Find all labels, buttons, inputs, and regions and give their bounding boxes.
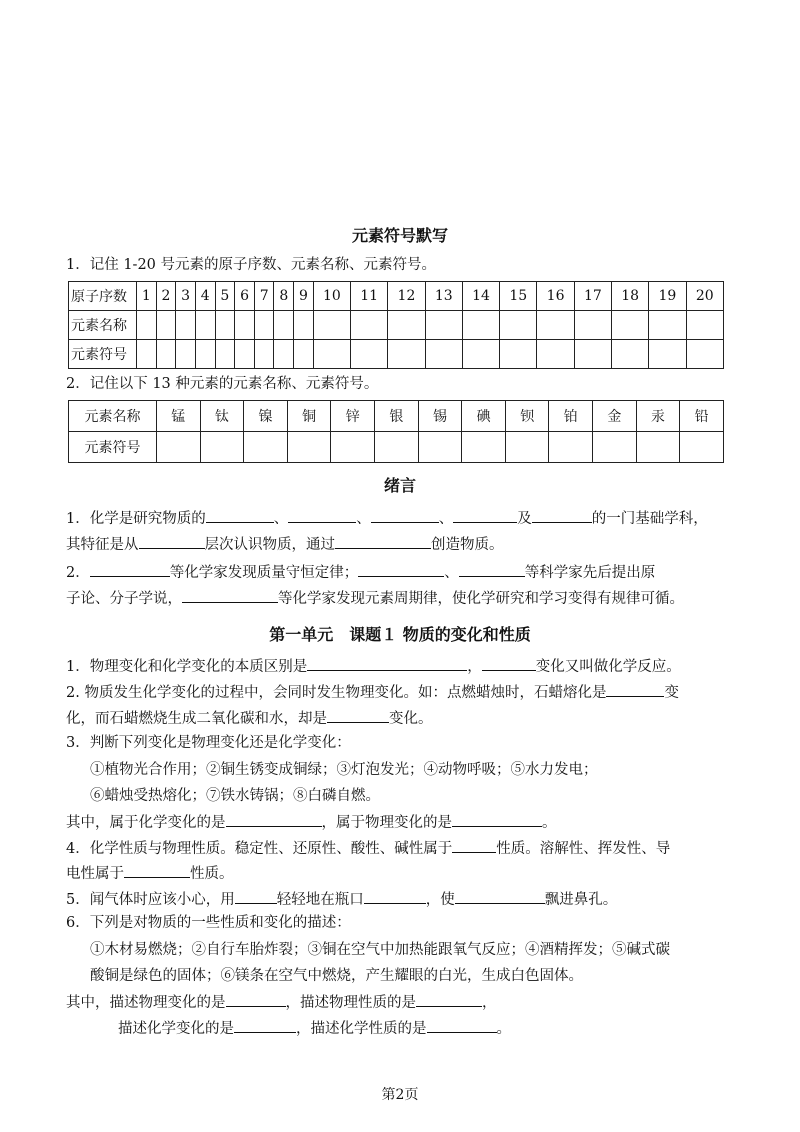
atomic-number-cell: 2	[156, 282, 176, 311]
element-name-answer-cell[interactable]	[235, 311, 255, 340]
blank[interactable]	[606, 681, 664, 697]
element-symbol-answer-cell[interactable]	[680, 432, 724, 463]
atomic-number-cell: 18	[612, 282, 649, 311]
element-symbol-answer-cell[interactable]	[294, 340, 314, 369]
element-name-cell: 金	[593, 401, 637, 432]
element-name-answer-cell[interactable]	[537, 311, 574, 340]
atomic-number-cell: 3	[176, 282, 196, 311]
element-symbol-answer-cell[interactable]	[636, 432, 680, 463]
element-name-cell: 镍	[244, 401, 288, 432]
heading-intro: 绪言	[383, 476, 416, 495]
element-symbol-answer-cell[interactable]	[388, 340, 425, 369]
label-element-name-2: 元素名称	[69, 401, 157, 432]
text: 1．化学是研究物质的	[66, 511, 206, 527]
blank[interactable]	[234, 1017, 296, 1033]
element-symbol-answer-cell[interactable]	[215, 340, 235, 369]
intro-line-3	[66, 561, 746, 583]
element-symbol-answer-cell[interactable]	[505, 432, 549, 463]
element-name-answer-cell[interactable]	[462, 311, 499, 340]
blank[interactable]	[453, 507, 517, 523]
element-name-cell: 铅	[680, 401, 724, 432]
element-symbol-answer-cell[interactable]	[287, 432, 331, 463]
unit1-q2-line2	[66, 707, 746, 729]
page-number: 第2页	[381, 1087, 419, 1103]
text: 飘进鼻孔。	[544, 892, 618, 908]
text: 等化学家发现元素周期律，使化学研究和学习变得有规律可循。	[278, 591, 684, 607]
blank[interactable]	[452, 837, 496, 853]
intro-line-2	[66, 533, 746, 555]
unit1-q6-items-1: ①木材易燃烧；②自行车胎炸裂；③铜在空气中加热能跟氧气反应；④酒精挥发；⑤碱式碳	[90, 942, 670, 958]
blank[interactable]	[288, 507, 356, 523]
unit1-q6-answer-2	[118, 1017, 798, 1039]
element-symbol-answer-cell[interactable]	[156, 340, 176, 369]
element-symbol-answer-cell[interactable]	[244, 432, 288, 463]
text: 4．化学性质与物理性质。稳定性、还原性、酸性、碱性属于	[66, 841, 453, 857]
element-symbol-answer-cell[interactable]	[574, 340, 611, 369]
atomic-number-cell: 11	[351, 282, 388, 311]
text: 轻轻地在瓶口	[276, 892, 364, 908]
element-name-answer-cell[interactable]	[274, 311, 294, 340]
blank[interactable]	[226, 811, 322, 827]
atomic-number-cell: 13	[425, 282, 462, 311]
unit1-q5	[66, 888, 746, 910]
blank[interactable]	[182, 587, 278, 603]
element-symbol-answer-cell[interactable]	[686, 340, 723, 369]
row-atomic-number	[69, 282, 724, 311]
element-table-1-20	[68, 281, 724, 369]
element-name-answer-cell[interactable]	[254, 311, 274, 340]
blank[interactable]	[307, 655, 467, 671]
element-symbol-answer-cell[interactable]	[157, 432, 201, 463]
element-name-cell: 铜	[287, 401, 331, 432]
text: ，属于物理变化的是	[321, 815, 452, 831]
text: 层次认识物质，通过	[204, 537, 335, 553]
element-symbol-answer-cell[interactable]	[254, 340, 274, 369]
element-symbol-answer-cell[interactable]	[235, 340, 255, 369]
text: ，描述物理性质的是	[285, 995, 416, 1011]
element-name-cell: 锡	[418, 401, 462, 432]
blank[interactable]	[364, 888, 426, 904]
element-symbol-answer-cell[interactable]	[331, 432, 375, 463]
atomic-number-cell: 14	[462, 282, 499, 311]
text: 变化又叫做化学反应。	[535, 659, 681, 675]
heading-element-symbols: 元素符号默写	[351, 226, 448, 245]
element-symbol-answer-cell[interactable]	[462, 432, 506, 463]
element-name-answer-cell[interactable]	[195, 311, 215, 340]
heading-unit1: 第一单元 课题１ 物质的变化和性质	[269, 625, 531, 644]
element-name-answer-cell[interactable]	[388, 311, 425, 340]
text: 其中，属于化学变化的是	[66, 815, 226, 831]
blank[interactable]	[327, 707, 389, 723]
atomic-number-cell: 16	[537, 282, 574, 311]
element-name-answer-cell[interactable]	[176, 311, 196, 340]
text: ，	[467, 659, 482, 675]
element-name-cell: 银	[375, 401, 419, 432]
element-name-answer-cell[interactable]	[137, 311, 157, 340]
blank[interactable]	[206, 507, 274, 523]
text: ，使	[425, 892, 455, 908]
unit1-q2-line1	[66, 681, 746, 703]
element-table-13	[68, 400, 724, 463]
element-symbol-answer-cell[interactable]	[549, 432, 593, 463]
element-symbol-answer-cell[interactable]	[137, 340, 157, 369]
element-name-cell: 锰	[157, 401, 201, 432]
unit1-q6: 6．下列是对物质的一些性质和变化的描述：	[66, 915, 351, 931]
element-symbol-answer-cell[interactable]	[462, 340, 499, 369]
text: 。	[496, 1021, 511, 1037]
unit1-q6-answer-1	[66, 991, 746, 1013]
table2-prompt: 2．记住以下 13 种元素的元素名称、元素符号。	[66, 376, 379, 392]
element-symbol-answer-cell[interactable]	[500, 340, 537, 369]
blank[interactable]	[124, 862, 190, 878]
atomic-number-cell: 5	[215, 282, 235, 311]
unit1-q6-items-2: 酸铜是绿色的固体；⑥镁条在空气中燃烧，产生耀眼的白光，生成白色固体。	[90, 968, 583, 984]
element-name-answer-cell[interactable]	[500, 311, 537, 340]
atomic-number-cell: 1	[137, 282, 157, 311]
blank[interactable]	[416, 991, 482, 1007]
unit1-q1	[66, 655, 746, 677]
text: 性质。	[190, 866, 234, 882]
text: 1．物理变化和化学变化的本质区别是	[66, 659, 308, 675]
blank[interactable]	[452, 811, 542, 827]
text: 等科学家先后提出原	[524, 565, 656, 581]
element-name-answer-cell[interactable]	[215, 311, 235, 340]
blank[interactable]	[455, 888, 545, 904]
text: 性质。溶解性、挥发性、导	[496, 841, 671, 857]
blank[interactable]	[90, 561, 170, 577]
text: 化，而石蜡燃烧生成二氧化碳和水，却是	[66, 711, 327, 727]
element-name-answer-cell[interactable]	[313, 311, 350, 340]
blank[interactable]	[427, 1017, 497, 1033]
text: 2. 物质发生化学变化的过程中，会同时发生物理变化。如：点燃蜡烛时，石蜡熔化是	[66, 685, 607, 701]
blank[interactable]	[532, 507, 592, 523]
element-symbol-answer-cell[interactable]	[351, 340, 388, 369]
blank[interactable]	[139, 533, 205, 549]
element-symbol-answer-cell[interactable]	[612, 340, 649, 369]
atomic-number-cell: 20	[686, 282, 723, 311]
text: 其中，描述物理变化的是	[66, 995, 226, 1011]
element-name-cell: 锌	[331, 401, 375, 432]
unit1-q3-items-2: ⑥蜡烛受热熔化；⑦铁水铸锅；⑧白磷自燃。	[90, 788, 380, 804]
text: 子论、分子学说，	[66, 591, 182, 607]
element-symbol-answer-cell[interactable]	[649, 340, 686, 369]
element-name-answer-cell[interactable]	[425, 311, 462, 340]
atomic-number-cell: 8	[274, 282, 294, 311]
text: 5．闻气体时应该小心，用	[66, 892, 235, 908]
element-symbol-answer-cell[interactable]	[176, 340, 196, 369]
atomic-number-cell: 6	[235, 282, 255, 311]
text: 、	[273, 511, 289, 527]
element-name-cell: 钛	[200, 401, 244, 432]
text: 、	[356, 511, 371, 527]
blank[interactable]	[335, 533, 431, 549]
element-name-answer-cell[interactable]	[612, 311, 649, 340]
text: 2．	[66, 565, 90, 581]
element-symbol-answer-cell[interactable]	[593, 432, 637, 463]
label-atomic-number: 原子序数	[69, 282, 137, 311]
blank[interactable]	[482, 655, 536, 671]
element-symbol-answer-cell[interactable]	[418, 432, 462, 463]
element-symbol-answer-cell[interactable]	[375, 432, 419, 463]
element-name-answer-cell[interactable]	[574, 311, 611, 340]
unit1-q3-items-1: ①植物光合作用；②铜生锈变成铜绿；③灯泡发光；④动物呼吸；⑤水力发电；	[90, 762, 598, 778]
text: ，	[482, 995, 497, 1011]
blank[interactable]	[358, 561, 444, 577]
atomic-number-cell: 4	[195, 282, 215, 311]
intro-line-1	[66, 507, 746, 529]
table1-prompt: 1．记住 1-20 号元素的原子序数、元素名称、元素符号。	[66, 257, 437, 273]
atomic-number-cell: 17	[574, 282, 611, 311]
blank[interactable]	[235, 888, 277, 904]
row-element-symbol	[69, 340, 724, 369]
intro-line-4	[66, 587, 746, 609]
text: 、	[444, 565, 459, 581]
label-element-symbol-2: 元素符号	[69, 432, 157, 463]
atomic-number-cell: 9	[294, 282, 314, 311]
blank[interactable]	[459, 561, 525, 577]
atomic-number-cell: 10	[313, 282, 350, 311]
text: 描述化学变化的是	[118, 1021, 234, 1037]
element-symbol-answer-cell[interactable]	[200, 432, 244, 463]
element-symbol-answer-cell[interactable]	[274, 340, 294, 369]
element-symbol-answer-cell[interactable]	[195, 340, 215, 369]
text: 。	[542, 815, 557, 831]
text: 创造物质。	[431, 537, 504, 553]
element-name-answer-cell[interactable]	[649, 311, 686, 340]
element-name-answer-cell[interactable]	[351, 311, 388, 340]
element-name-answer-cell[interactable]	[686, 311, 723, 340]
element-symbol-answer-cell[interactable]	[537, 340, 574, 369]
element-symbol-answer-cell[interactable]	[425, 340, 462, 369]
text: 其特征是从	[66, 537, 139, 553]
blank[interactable]	[371, 507, 439, 523]
label-element-symbol: 元素符号	[69, 340, 137, 369]
atomic-number-cell: 15	[500, 282, 537, 311]
element-name-cell: 碘	[462, 401, 506, 432]
text: 及	[517, 511, 532, 527]
element-name-answer-cell[interactable]	[294, 311, 314, 340]
atomic-number-cell: 7	[254, 282, 274, 311]
atomic-number-cell: 12	[388, 282, 425, 311]
unit1-q3-answer	[66, 811, 746, 833]
element-name-answer-cell[interactable]	[156, 311, 176, 340]
text: 、	[438, 511, 454, 527]
element-symbol-answer-cell[interactable]	[313, 340, 350, 369]
text: 的一门基础学科，	[591, 511, 708, 527]
blank[interactable]	[226, 991, 286, 1007]
row-element-name	[69, 311, 724, 340]
text: 变	[664, 685, 679, 701]
unit1-q4-line1	[66, 837, 746, 859]
unit1-q3: 3．判断下列变化是物理变化还是化学变化：	[66, 735, 351, 751]
text: 等化学家发现质量守恒定律；	[169, 565, 359, 581]
label-element-name: 元素名称	[69, 311, 137, 340]
text: 电性属于	[66, 866, 124, 882]
row-element-symbol-2	[69, 432, 724, 463]
element-name-cell: 铂	[549, 401, 593, 432]
element-name-cell: 钡	[505, 401, 549, 432]
atomic-number-cell: 19	[649, 282, 686, 311]
element-name-cell: 汞	[636, 401, 680, 432]
row-element-name-2	[69, 401, 724, 432]
text: 变化。	[389, 711, 433, 727]
unit1-q4-line2	[66, 862, 746, 884]
text: ，描述化学性质的是	[296, 1021, 427, 1037]
